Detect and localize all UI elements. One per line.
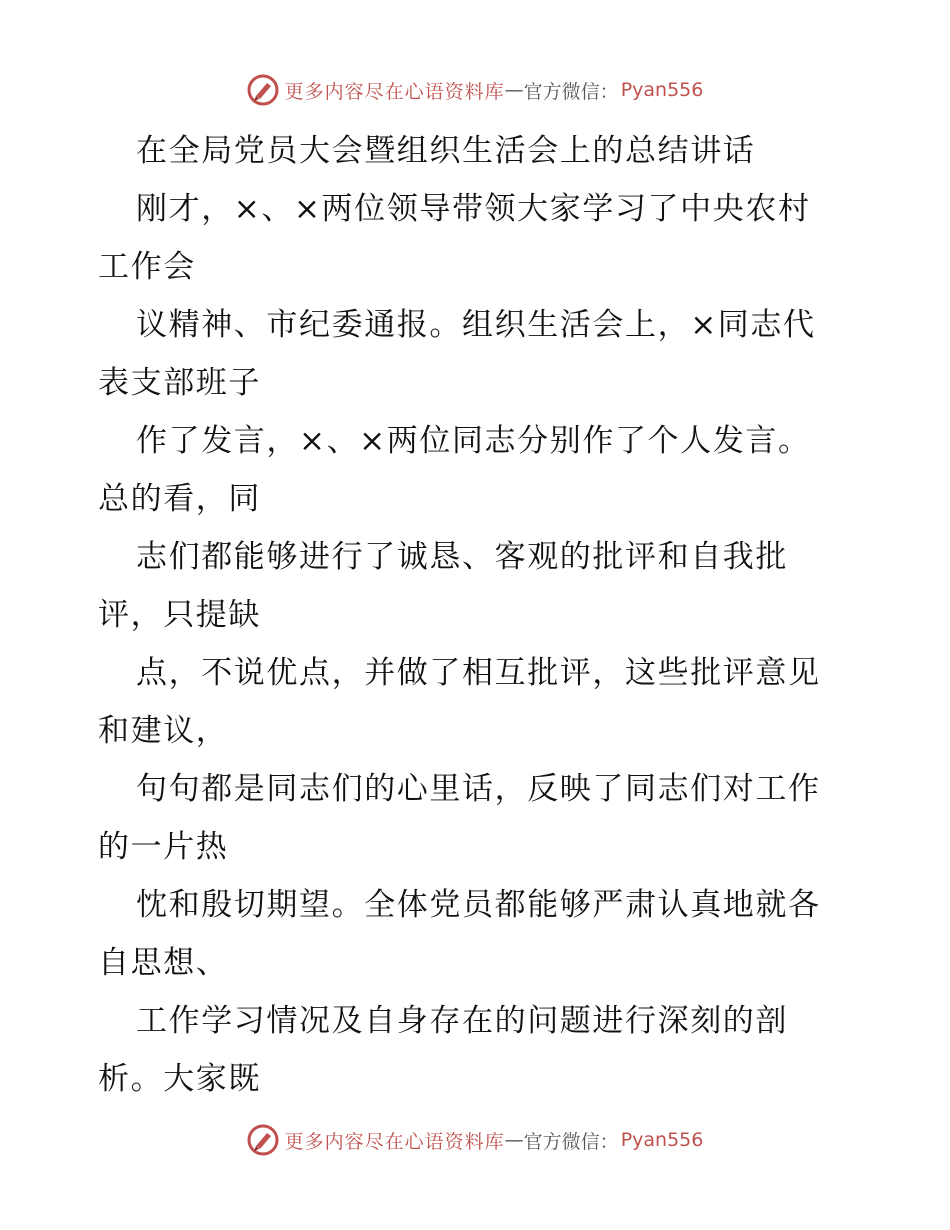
footer-banner xyxy=(0,1120,950,1160)
doc-line: 析。大家既 xyxy=(98,1061,261,1097)
footer-official-label: 官方微信： xyxy=(523,1130,619,1153)
doc-line: 句句都是同志们的心里话，反映了同志们对工作 xyxy=(136,771,821,807)
document-body xyxy=(98,122,858,1108)
footer-brand-text: 更多内容尽在心语资料库 xyxy=(284,1130,505,1153)
doc-line: 志们都能够进行了诚恳、客观的批评和自我批 xyxy=(136,539,788,575)
header-official-label: 官方微信： xyxy=(523,80,619,103)
doc-line: 评，只提缺 xyxy=(98,597,261,633)
doc-line: 的一片热 xyxy=(98,829,229,865)
header-account: Pyan556 xyxy=(620,79,704,101)
footer-dash: — xyxy=(504,1129,524,1151)
doc-line: 自思想、 xyxy=(98,945,229,981)
header-banner xyxy=(0,70,950,110)
doc-line: 忱和殷切期望。全体党员都能够严肃认真地就各 xyxy=(136,887,821,923)
doc-line: 点，不说优点，并做了相互批评，这些批评意见 xyxy=(136,655,821,691)
doc-line: 总的看，同 xyxy=(98,481,261,517)
header-brand-text: 更多内容尽在心语资料库 xyxy=(284,80,505,103)
doc-line: 工作学习情况及自身存在的问题进行深刻的剖 xyxy=(136,1003,788,1039)
doc-line: 和建议， xyxy=(98,713,229,749)
header-dash: — xyxy=(504,79,524,101)
doc-line: 议精神、市纪委通报。组织生活会上，×同志代 xyxy=(136,307,816,343)
doc-line: 作了发言，×、×两位同志分别作了个人发言。 xyxy=(136,423,811,459)
doc-title: 在全局党员大会暨组织生活会上的总结讲话 xyxy=(136,133,756,169)
brand-logo-icon xyxy=(247,1124,279,1156)
doc-line: 工作会 xyxy=(98,249,196,285)
doc-line: 表支部班子 xyxy=(98,365,261,401)
footer-account: Pyan556 xyxy=(620,1129,704,1151)
brand-logo-icon xyxy=(247,74,279,106)
doc-line: 刚才，×、×两位领导带领大家学习了中央农村 xyxy=(136,191,811,227)
